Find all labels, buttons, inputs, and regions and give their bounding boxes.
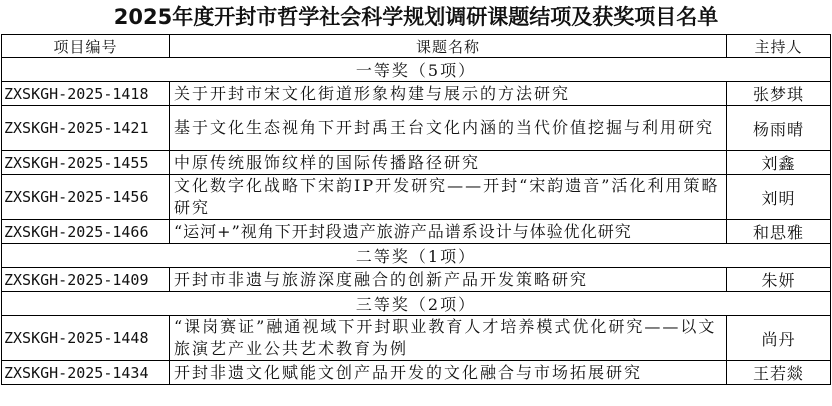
project-host: 杨雨晴 — [727, 106, 831, 151]
table-row — [2, 151, 831, 175]
group-header-row — [2, 292, 831, 316]
project-host: 朱妍 — [727, 268, 831, 292]
project-topic: 开封非遗文化赋能文创产品开发的文化融合与市场拓展研究 — [170, 361, 727, 385]
project-code: ZXSKGH-2025-1418 — [2, 82, 170, 106]
project-code: ZXSKGH-2025-1434 — [2, 361, 170, 385]
table-row — [2, 82, 831, 106]
project-topic: 基于文化生态视角下开封禹王台文化内涵的当代价值挖掘与利用研究 — [170, 106, 727, 151]
project-topic: 开封市非遗与旅游深度融合的创新产品开发策略研究 — [170, 268, 727, 292]
project-host: 刘明 — [727, 175, 831, 220]
project-code: ZXSKGH-2025-1466 — [2, 220, 170, 244]
project-topic: 中原传统服饰纹样的国际传播路径研究 — [170, 151, 727, 175]
project-code: ZXSKGH-2025-1456 — [2, 175, 170, 220]
project-topic: 关于开封市宋文化街道形象构建与展示的方法研究 — [170, 82, 727, 106]
document-title: 2025年度开封市哲学社会科学规划调研课题结项及获奖项目名单 — [113, 5, 719, 29]
header-topic: 课题名称 — [170, 35, 727, 58]
group-label-third-prize: 三等奖（2项） — [2, 292, 831, 316]
header-code: 项目编号 — [2, 35, 170, 58]
table-row — [2, 316, 831, 361]
project-host: 刘鑫 — [727, 151, 831, 175]
project-code: ZXSKGH-2025-1455 — [2, 151, 170, 175]
table-row — [2, 268, 831, 292]
table-row — [2, 175, 831, 220]
group-header-row — [2, 244, 831, 268]
table-row — [2, 361, 831, 385]
table-row — [2, 106, 831, 151]
table-header-row — [2, 35, 831, 58]
project-code: ZXSKGH-2025-1409 — [2, 268, 170, 292]
project-topic: 文化数字化战略下宋韵IP开发研究——开封“宋韵遗音”活化利用策略研究 — [170, 175, 727, 220]
project-host: 张梦琪 — [727, 82, 831, 106]
table-row — [2, 220, 831, 244]
group-header-row — [2, 58, 831, 82]
group-label-first-prize: 一等奖（5项） — [2, 58, 831, 82]
project-topic: “课岗赛证”融通视域下开封职业教育人才培养模式优化研究——以文旅演艺产业公共艺术教育为例 — [170, 316, 727, 361]
project-code: ZXSKGH-2025-1421 — [2, 106, 170, 151]
project-host: 尚丹 — [727, 316, 831, 361]
group-label-second-prize: 二等奖（1项） — [2, 244, 831, 268]
project-code: ZXSKGH-2025-1448 — [2, 316, 170, 361]
award-table — [1, 34, 831, 385]
project-host: 和思雅 — [727, 220, 831, 244]
header-host: 主持人 — [727, 35, 831, 58]
project-host: 王若燚 — [727, 361, 831, 385]
project-topic: “运河+”视角下开封段遗产旅游产品谱系设计与体验优化研究 — [170, 220, 727, 244]
